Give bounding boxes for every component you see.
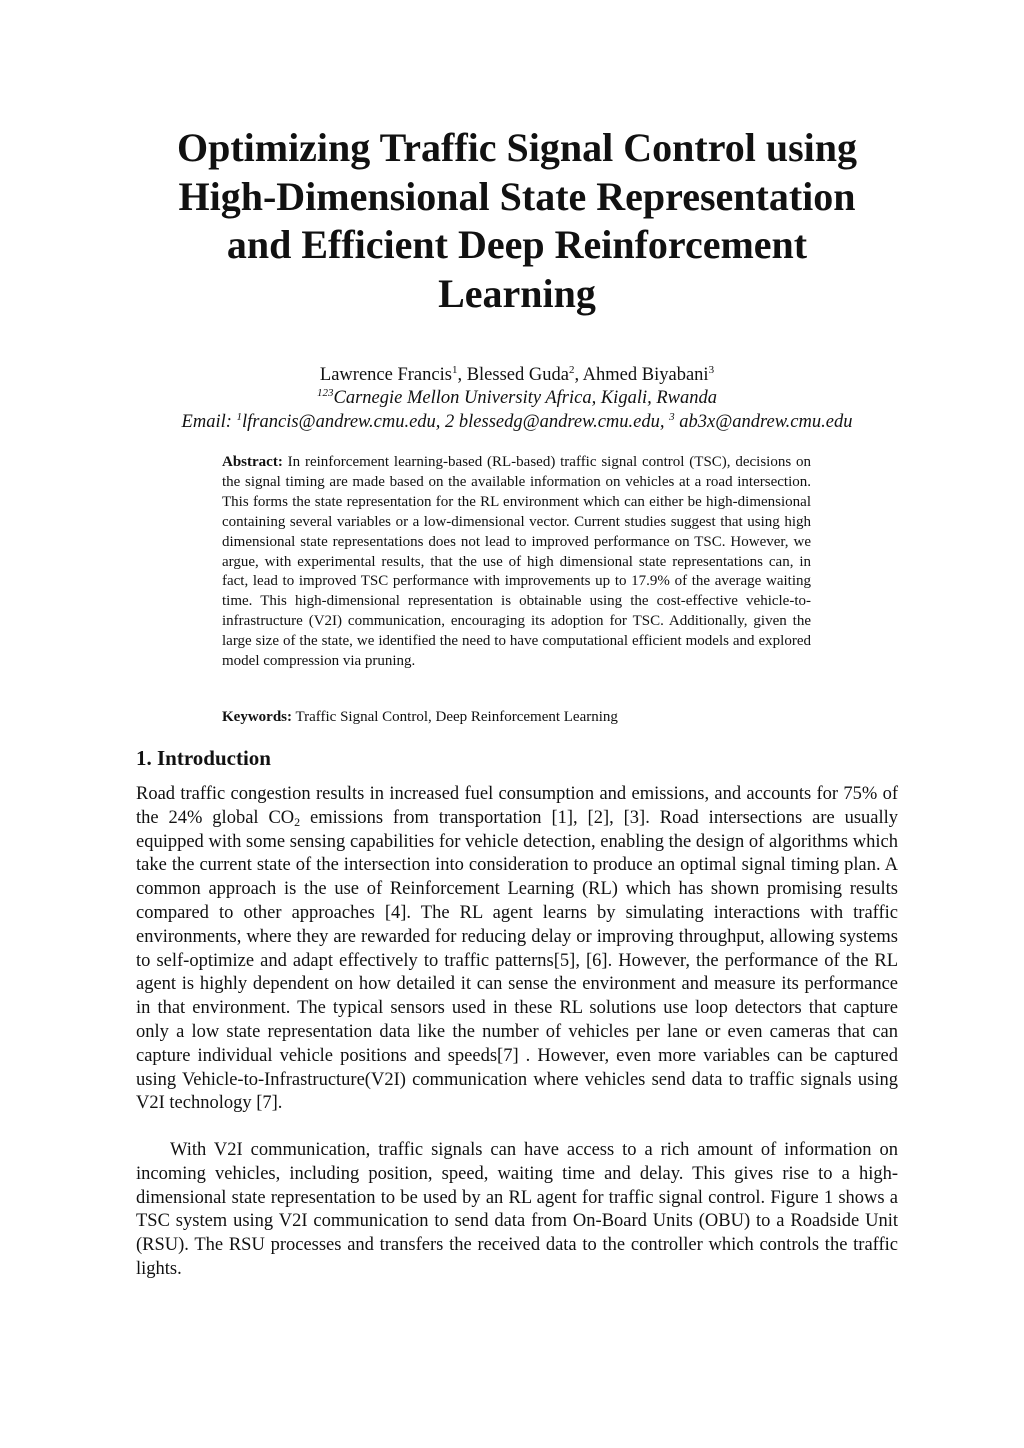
- email-mark-1: 1: [236, 410, 243, 423]
- author-name: Lawrence Francis: [319, 365, 452, 385]
- keywords: [222, 707, 811, 727]
- keywords-text: Traffic Signal Control, Deep Reinforcement Learning: [295, 709, 618, 725]
- author-name: Ahmed Biyabani: [582, 365, 709, 385]
- title-line-4: Learning: [438, 270, 596, 316]
- author-list: [100, 364, 934, 387]
- author-separator: ,: [457, 365, 467, 385]
- keywords-label: Keywords:: [222, 709, 292, 725]
- paragraph-1-text-rest: emissions from transportation [1], [2], [3]. Road intersections are usually equipped with some sensing capabilities for vehicle detection, enabling the design of algorithms which take the current state of the intersection into consideration to produce an optimal signal timing plan. A common approach is the use of Reinforcement Learning (RL) which has shown promising results compared to other approaches [4]. The RL agent learns by simulating interactions with traffic environments, where they are rewarded for reducing delay or improving throughput, allowing systems to self-optimize and adapt effectively to traffic patterns[5], [6]. However, the performance of the RL agent is highly dependent on how detailed it can sense the environment and measure its performance in that environment. The typical sensors used in these RL solutions use loop detectors that capture only a low state representation data like the number of vehicles per lane or even cameras that can capture individual vehicle positions and speeds[7] . However, even more variables can be captured using Vehicle-to-Infrastructure(V2I) communication where vehicles send data to traffic signals using V2I technology [7].: [136, 807, 899, 1114]
- author-name: Blessed Guda: [466, 365, 569, 385]
- title-line-2: High-Dimensional State Representation: [178, 173, 856, 219]
- paragraph-1-text-start: Road traffic congestion results in increased fuel consumption and emissions, and accounts for 75% of the 24% global CO: [136, 784, 898, 828]
- affiliation-mark: 123: [317, 386, 334, 399]
- abstract-label: Abstract:: [222, 454, 283, 470]
- email-line: [90, 411, 944, 434]
- affiliation: [100, 387, 934, 410]
- title-line-1: Optimizing Traffic Signal Control using: [176, 125, 858, 170]
- email-addresses-1: lfrancis@andrew.cmu.edu, 2 blessedg@andrew.cmu.edu,: [242, 412, 670, 432]
- author-affiliation-mark: 2: [568, 363, 575, 376]
- email-prefix: Email:: [181, 412, 237, 432]
- author-affiliation-mark: 1: [451, 363, 458, 376]
- author-separator: ,: [574, 365, 583, 385]
- co2-subscript: 2: [294, 814, 301, 829]
- paper-title: [120, 124, 914, 318]
- author-affiliation-mark: 3: [708, 363, 715, 376]
- email-mark-3: 3: [669, 410, 675, 423]
- abstract-text: In reinforcement learning-based (RL-based) traffic signal control (TSC), decisions on the signal timing are made based on the available information on vehicles at a road intersection. This forms the state representation for the RL environment which can either be high-dimensional containing several variables or a low-dimensional vector. Current studies suggest that using high dimensional state representations does not lead to improved performance on TSC. However, we argue, with experimental results, that the use of high dimensional state representations can, in fact, lead to improved TSC performance with improvements up to 17.9% of the average waiting time. This high-dimensional representation is obtainable using the cost-effective vehicle-to-infrastructure (V2I) communication, encouraging its adoption for TSC. Additionally, given the large size of the state, we identified the need to have computational efficient models and explored model compression via pruning.: [222, 454, 811, 670]
- affiliation-text: Carnegie Mellon University Africa, Kigali, Rwanda: [333, 388, 717, 408]
- abstract: [222, 453, 811, 672]
- body-paragraph-2: With V2I communication, traffic signals can have access to a rich amount of information on incoming vehicles, including position, speed, waiting time and delay. This gives rise to a high-dimensional state representation to be used by an RL agent for traffic signal control. Figure 1 shows a TSC system using V2I communication to send data from On-Board Units (OBU) to a Roadside Unit (RSU). The RSU processes and transfers the received data to the controller which controls the traffic lights.: [136, 1140, 898, 1279]
- email-address-3: ab3x@andrew.cmu.edu: [674, 412, 853, 432]
- section-heading: 1. Introduction: [136, 746, 271, 770]
- title-line-3: and Efficient Deep Reinforcement: [226, 222, 808, 267]
- body-paragraph-1: [136, 783, 898, 1116]
